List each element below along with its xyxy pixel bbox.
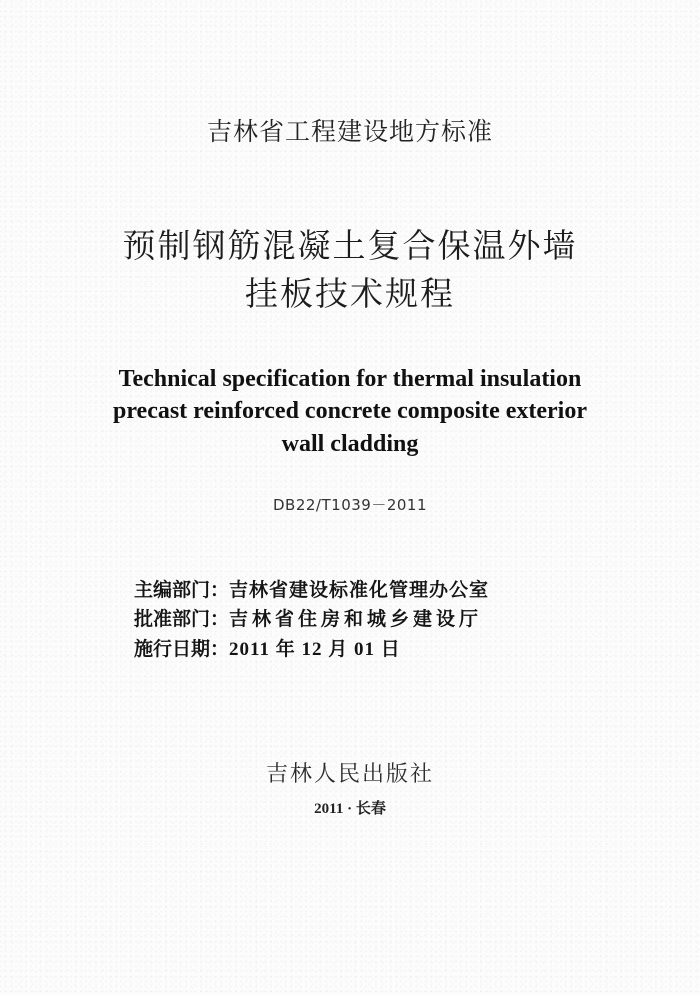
effective-date-label: 施行日期： — [134, 639, 230, 660]
effective-date-value: 2011 年 12 月 01 日 — [229, 639, 401, 660]
editor-department-value: 吉林省建设标准化管理办公室 — [229, 580, 490, 601]
chinese-title-line-1: 预制钢筋混凝土复合保温外墙 — [122, 226, 578, 265]
english-title-line-1: Technical specification for thermal insulation — [118, 366, 582, 392]
editor-department-label: 主编部门： — [134, 580, 230, 601]
editor-department-row — [134, 575, 489, 602]
approver-department-label: 批准部门： — [134, 609, 230, 630]
english-title-line-2: precast reinforced concrete composite exterior — [112, 398, 588, 424]
standard-category-header: 吉林省工程建设地方标准 — [206, 117, 493, 146]
standard-code: DB22/T1039－2011 — [273, 496, 427, 514]
chinese-title-line-2: 挂板技术规程 — [245, 274, 455, 313]
approver-department-value: 吉林省住房和城乡建设厅 — [229, 609, 483, 630]
publisher-name: 吉林人民出版社 — [265, 761, 434, 786]
english-title-line-3: wall cladding — [281, 431, 419, 457]
approver-department-row — [134, 604, 482, 631]
effective-date-row — [134, 634, 401, 661]
publication-year-place: 2011 · 长春 — [314, 801, 386, 817]
